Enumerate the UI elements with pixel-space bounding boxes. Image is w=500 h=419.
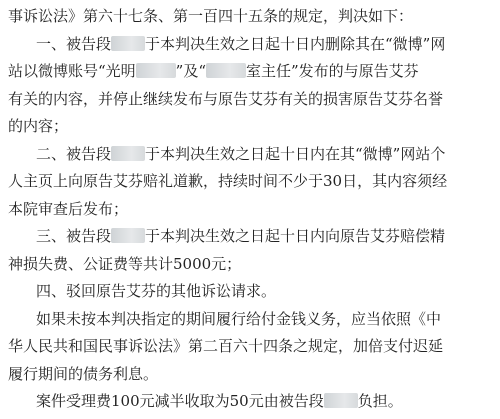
text-line: 的内容； (8, 117, 69, 135)
text-line: 华人民共和国民事诉讼法》第二百六十四条之规定，加倍支付迟延 (8, 337, 444, 355)
text-line: 人主页上向原告艾芬赔礼道歉，持续时间不少于30日，其内容须经 (8, 172, 448, 190)
text-line: 三、被告段 于本判决生效之日起十日内向原告艾芬赔偿精 (36, 227, 446, 245)
redaction-blur (206, 63, 246, 78)
redaction-blur (324, 393, 358, 408)
text-line: 案件受理费100元减半收取为50元由被告段 负担。 (36, 392, 403, 410)
text-line: 履行期间的债务利息。 (8, 364, 159, 383)
redaction-blur (111, 36, 145, 51)
text-line: 事诉讼法》第六十七条、第一百四十五条的规定，判决如下： (8, 7, 414, 25)
text-line: 站以微博账号“光明 ”及“ 室主任”发布的与原告艾芬 (8, 62, 419, 80)
redaction-blur (136, 63, 176, 78)
text-line: 二、被告段 于本判决生效之日起十日内在其“微博”网站个 (36, 144, 446, 163)
text-line: 神损失费、公证费等共计5000元； (8, 254, 242, 273)
redaction-blur (111, 228, 145, 243)
text-line: 一、被告段 于本判决生效之日起十日内删除其在“微博”网 (36, 34, 446, 53)
redaction-blur (111, 146, 145, 161)
text-line: 如果未按本判决指定的期间履行给付金钱义务，应当依照《中 (36, 309, 442, 328)
text-line: 四、驳回原告艾芬的其他诉讼请求。 (36, 282, 277, 300)
text-line: 有关的内容，并停止继续发布与原告艾芬有关的损害原告艾芬名誉 (8, 89, 444, 108)
text-line: 本院审查后发布； (8, 199, 129, 218)
